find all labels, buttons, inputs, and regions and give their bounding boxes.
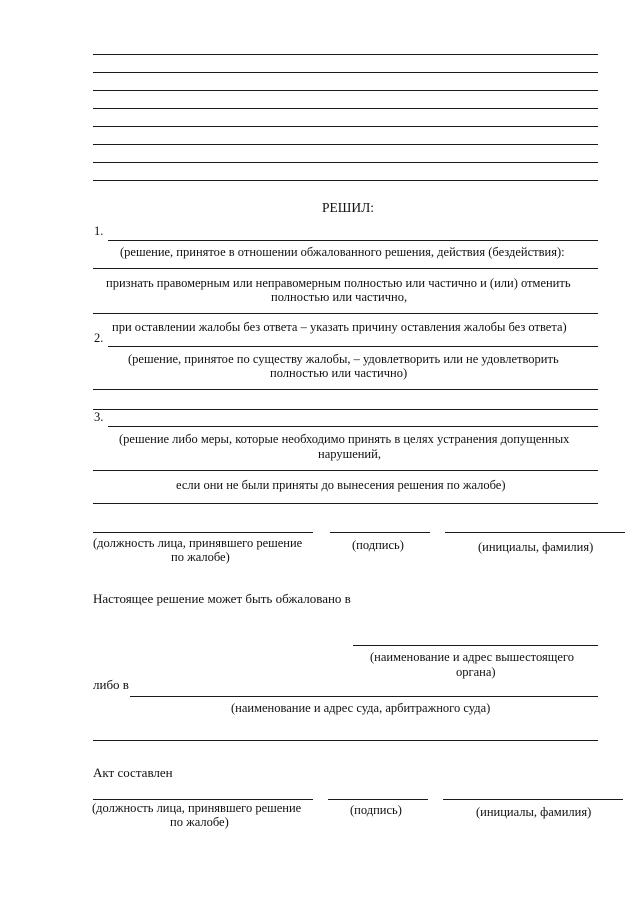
decision-heading: РЕШИЛ: — [322, 200, 375, 215]
item-caption: (решение, принятое в отношении обжалованного решения, действия (бездействия): — [120, 245, 565, 259]
blank-line — [93, 54, 598, 55]
position-caption: (должность лица, принявшего решение — [93, 536, 303, 550]
sign-caption: (подпись) — [350, 803, 402, 817]
blank-line — [93, 72, 598, 73]
blank-line — [93, 180, 598, 181]
sign-caption: (подпись) — [352, 538, 404, 552]
court-caption: (наименование и адрес суда, арбитражного суда) — [231, 701, 491, 715]
item-caption: признать правомерным или неправомерным полностью или частично и (или) отменить — [106, 276, 571, 290]
fill-line — [93, 268, 598, 269]
fill-line — [108, 240, 598, 241]
position-caption: по жалобе) — [171, 550, 230, 564]
fill-line — [93, 503, 598, 504]
blank-line — [93, 162, 598, 163]
blank-line — [93, 90, 598, 91]
fill-line — [93, 470, 598, 471]
item-number: 3. — [94, 410, 104, 424]
name-caption: (инициалы, фамилия) — [476, 805, 592, 819]
fill-line — [130, 696, 598, 697]
appeal-text: Настоящее решение может быть обжаловано в — [93, 591, 351, 606]
fill-line — [108, 426, 598, 427]
item-caption: (решение, принятое по существу жалобы, – удовлетворить или не удовлетворить — [128, 352, 559, 366]
item-number: 2. — [94, 331, 104, 345]
signature-line — [328, 799, 428, 800]
fill-line — [353, 645, 598, 646]
act-text: Акт составлен — [93, 765, 173, 780]
blank-line — [93, 126, 598, 127]
or-in-label: либо в — [93, 677, 129, 692]
blank-line — [93, 144, 598, 145]
fill-line — [108, 346, 598, 347]
blank-line — [93, 108, 598, 109]
item-caption: нарушений, — [318, 447, 381, 461]
signature-line — [330, 532, 430, 533]
item-caption: при оставлении жалобы без ответа – указать причину оставления жалобы без ответа) — [112, 320, 567, 334]
fill-line — [93, 313, 598, 314]
fill-line — [93, 740, 598, 741]
higher-body-caption: органа) — [456, 665, 496, 679]
fill-line — [93, 389, 598, 390]
item-number: 1. — [94, 224, 104, 238]
item-caption: полностью или частично, — [271, 290, 408, 304]
item-caption: если они не были приняты до вынесения решения по жалобе) — [176, 478, 506, 492]
position-caption: по жалобе) — [170, 815, 229, 829]
item-caption: полностью или частично) — [270, 366, 408, 380]
higher-body-caption: (наименование и адрес вышестоящего — [370, 650, 574, 664]
position-caption: (должность лица, принявшего решение — [92, 801, 302, 815]
signature-line — [445, 532, 625, 533]
signature-line — [93, 799, 313, 800]
item-caption: (решение либо меры, которые необходимо принять в целях устранения допущенных — [119, 432, 570, 446]
name-caption: (инициалы, фамилия) — [478, 540, 594, 554]
fill-line — [93, 409, 598, 410]
signature-line — [443, 799, 623, 800]
signature-line — [93, 532, 313, 533]
